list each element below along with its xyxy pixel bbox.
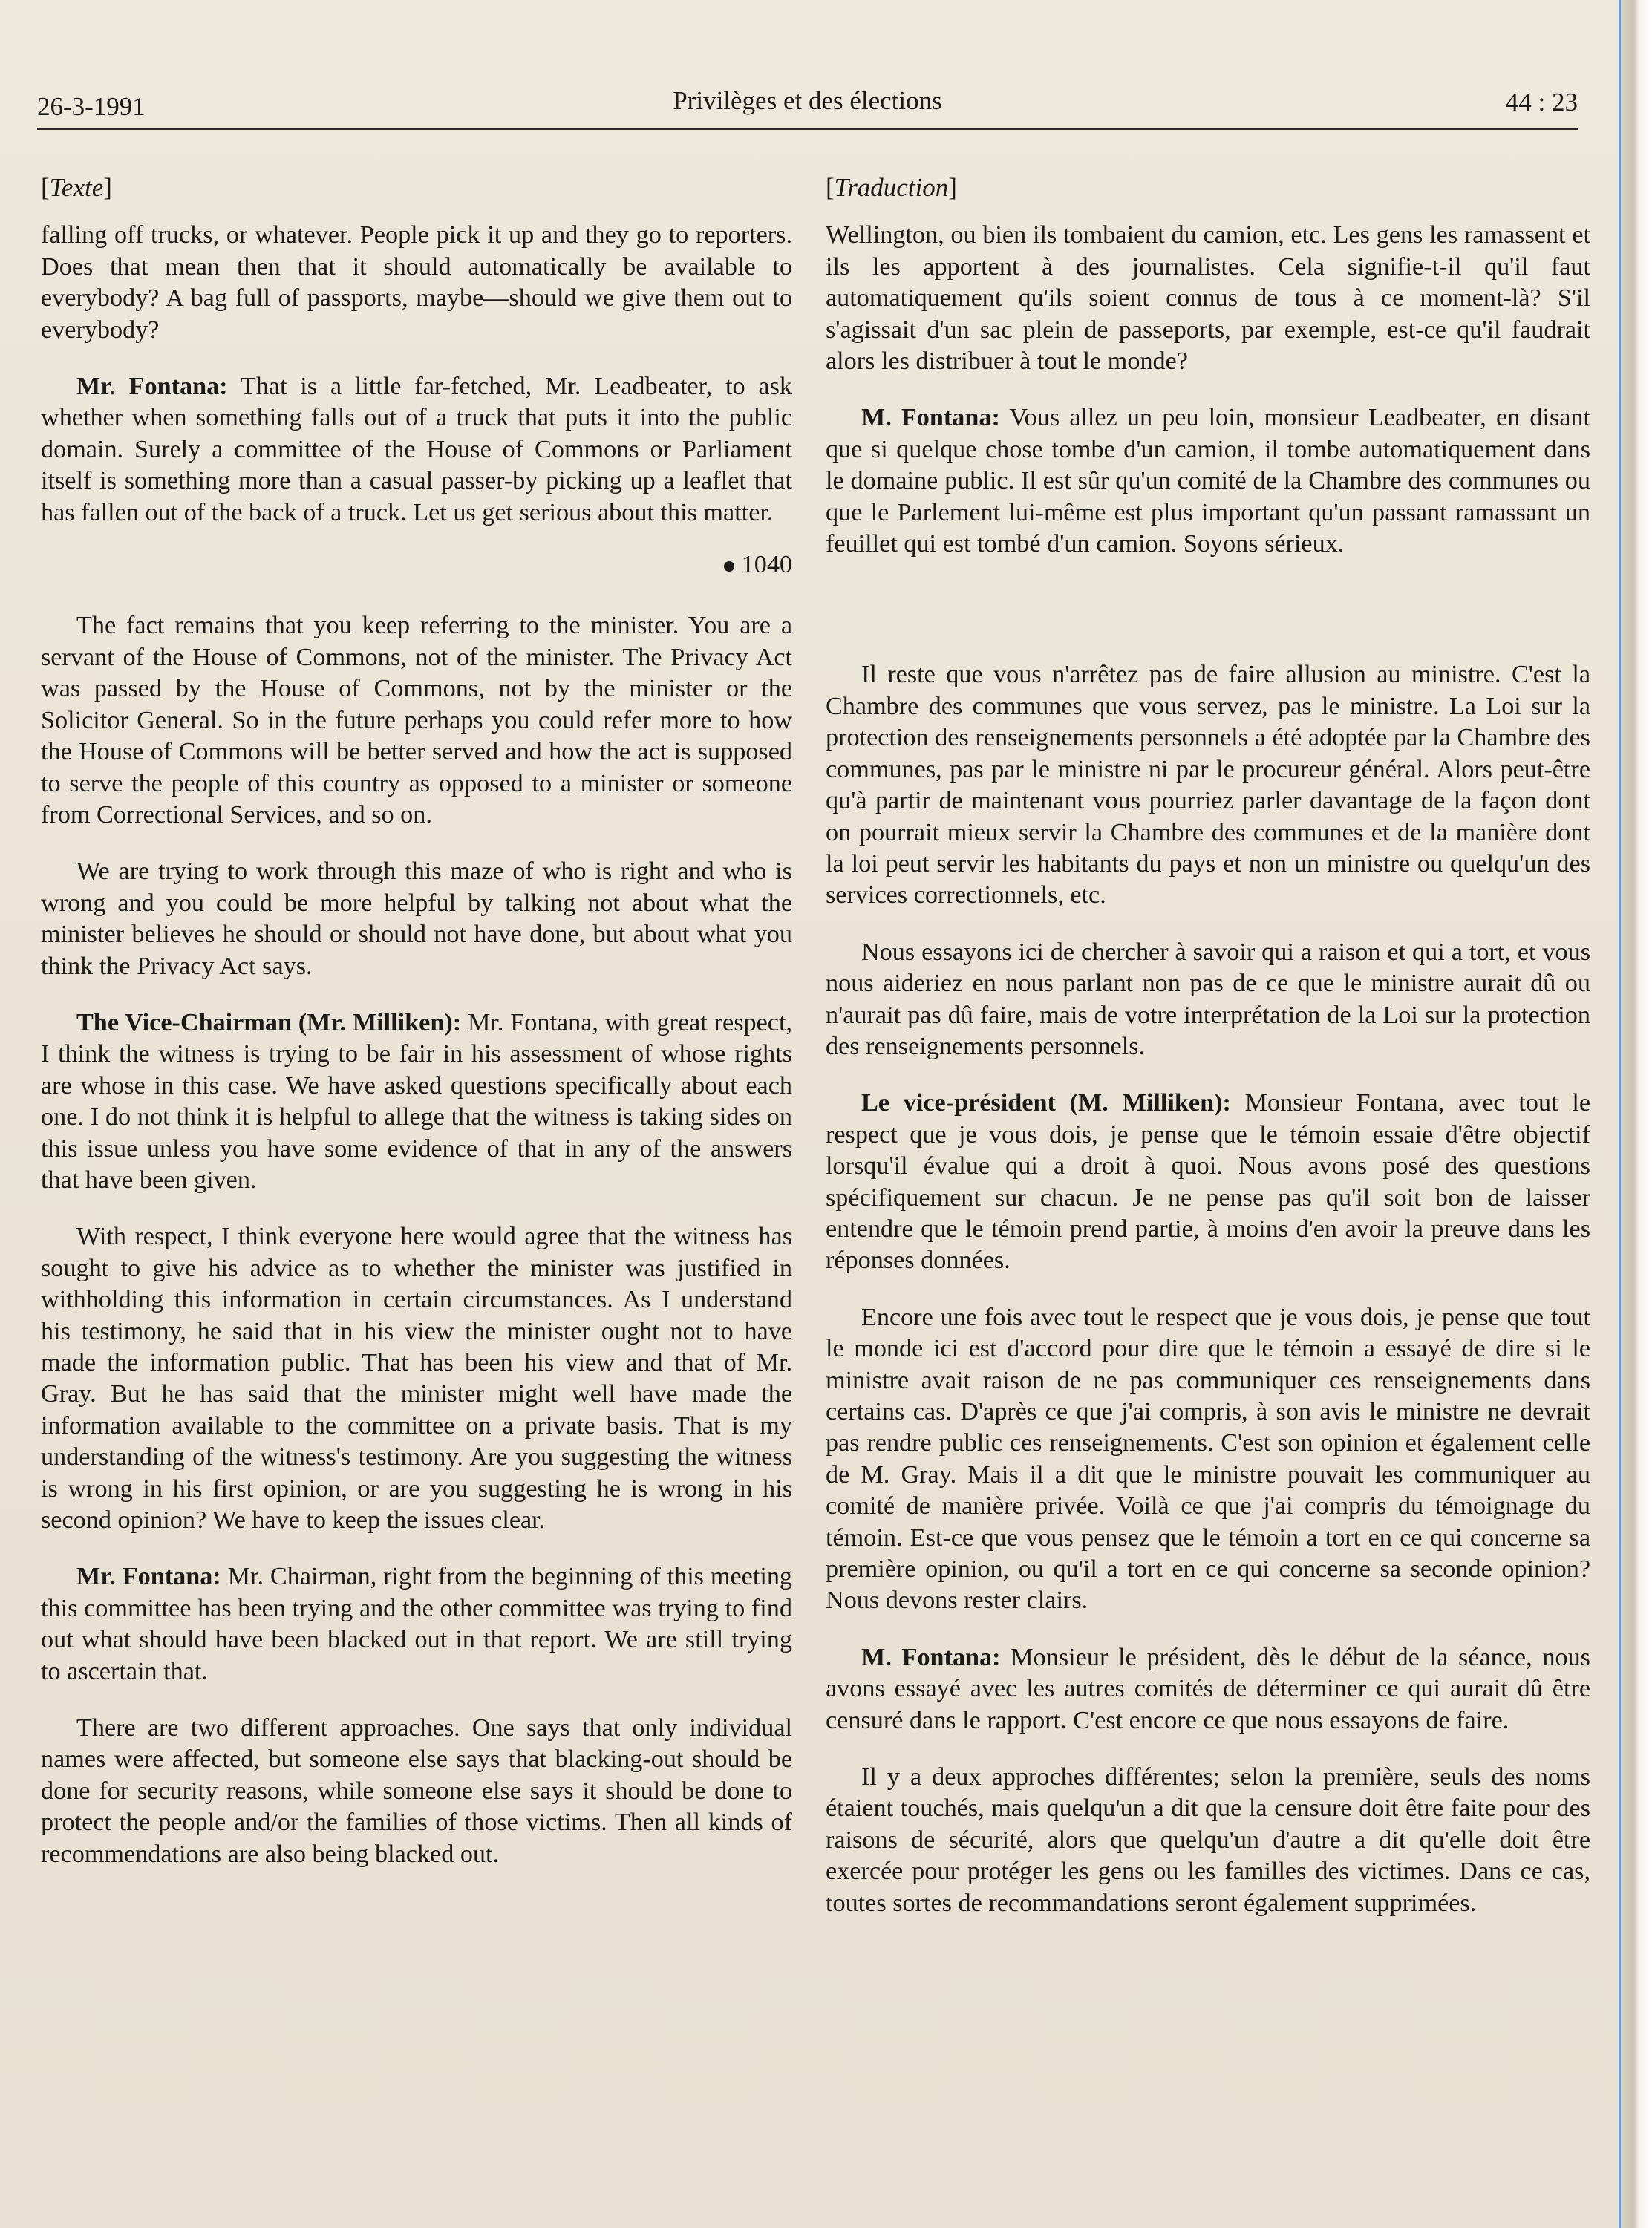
speaker-paragraph: Mr. Fontana: That is a little far-fetched, Mr. Leadbeater, to ask whether when something falls out of a truck that puts it into the public domain. Surely a committee of the House of Commons or Parliament itself is something more than a casual passer-by picking up a leaflet that has fallen out of the back of a truck. Let us get serious about this matter. [41, 373, 792, 526]
paragraph: Il reste que vous n'arrêtez pas de faire allusion au ministre. C'est la Chambre des communes que vous servez, pas le ministre. La Loi sur la protection des renseignements personnels a été adoptée par la Chambre des communes, pas par le ministre ni par le procureur général. Alors peut-être qu'à partir de maintenant vous pourriez parler davantage de la façon dont on pourrait mieux servir la Chambre des communes et de la manière dont la loi peut servir les habitants du pays et non un ministre ou quelqu'un des services correctionnels, etc. [826, 661, 1590, 909]
spacer [826, 585, 1590, 659]
speaker-name: Le vice-président (M. Milliken): [861, 1089, 1231, 1117]
speaker-paragraph: M. Fontana: Vous allez un peu loin, monsieur Leadbeater, en disant que si quelque chose tombe d'un camion, il tombe automatiquement dans le domaine public. Il est sûr qu'un comité de la Chambre des communes ou que le Parlement lui-même est plus important qu'un passant ramassant un feuillet qui est tombé d'un camion. Soyons sérieux. [826, 404, 1590, 558]
speaker-name: M. Fontana: [861, 1643, 1001, 1671]
column-tag-texte: [Texte] [41, 173, 112, 202]
french-column [826, 172, 1590, 1944]
paragraph: Nous essayons ici de chercher à savoir qui a raison et qui a tort, et vous nous aideriez en nous parlant non pas de ce que le ministre aurait dû ou n'aurait pas dû faire, mais de votre interprétation de la Loi sur la protection des renseignements personnels. [826, 938, 1590, 1060]
header-date: 26-3-1991 [37, 92, 146, 121]
paragraph: Il y a deux approches différentes; selon la première, seuls des noms étaient touchés, mais quelqu'un a dit que la censure doit être faite pour des raisons de sécurité, alors que quelqu'un d'autre a dit qu'elle doit être exercée pour protéger les gens ou les familles des victimes. Dans ce cas, toutes sortes de recommandations seront également supprimées. [826, 1763, 1590, 1917]
speaker-paragraph: The Vice-Chairman (Mr. Milliken): Mr. Fontana, with great respect, I think the witness is trying to be fair in his assessment of whose rights are whose in this case. We have asked questions specifically about each one. I do not think it is helpful to allege that the witness is taking sides on this issue unless you have some evidence of that in any of the answers that have been given. [41, 1008, 792, 1194]
paragraph: There are two different approaches. One says that only individual names were affected, but someone else says that blacking-out should be done for security reasons, while someone else says it should be done to protect the people and/or the families of those victims. Then all kinds of recommendations are also being blacked out. [41, 1714, 792, 1868]
header-page-number: 44 : 23 [1505, 88, 1578, 117]
paragraph: The fact remains that you keep referring to the minister. You are a servant of the House of Commons, not of the minister. The Privacy Act was passed by the House of Commons, not by the minister or the Solicitor General. So in the future perhaps you could refer more to how the House of Commons will be better served and how the act is supposed to serve the people of this country as opposed to a minister or someone from Correctional Services, and so on. [41, 612, 792, 829]
paragraph: We are trying to work through this maze of who is right and who is wrong and you could be more helpful by talking not about what the minister believes he should or should not have done, but about what you think the Privacy Act says. [41, 857, 792, 980]
page-edge [1619, 0, 1652, 2228]
speaker-name: Mr. Fontana: [76, 373, 228, 401]
paragraph: Encore une fois avec tout le respect que je vous dois, je pense que tout le monde ici est d'accord pour dire que le témoin a essayé de dire si le ministre avait raison de ne pas communiquer ces renseignements dans certains cas. D'après ce que j'ai compris, à son avis le ministre ne devrait pas rendre public ces renseignements. C'est son opinion et également celle de M. Gray. Mais il a dit que le ministre pouvait les communiquer au comité de manière privée. Voilà ce que j'ai compris du témoignage du témoin. Est-ce que vous pensez que le témoin a tort en ce qui concerne sa première opinion, ou qu'il a tort en ce qui concerne sa seconde opinion? Nous devons rester clairs. [826, 1303, 1590, 1615]
speaker-name: M. Fontana: [861, 404, 1000, 432]
header-title: Privilèges et des élections [673, 86, 942, 115]
running-header [37, 83, 1578, 130]
paragraph: With respect, I think everyone here would agree that the witness has sought to give his advice as to whether the minister was justified in withholding this information in certain circumstances. As I understand his testimony, he said that in his view the minister ought not to have made the information public. That has been his view and that of Mr. Gray. But he has said that the minister might well have made the information available to the committee on a private basis. That is my understanding of the witness's testimony. Are you suggesting the witness is wrong in his first opinion, or are you suggesting he is wrong in his second opinion? We have to keep the issues clear. [41, 1223, 792, 1535]
speaker-paragraph: M. Fontana: Monsieur le président, dès le début de la séance, nous avons essayé avec les autres comités de déterminer ce qui aurait dû être censuré dans le rapport. C'est encore ce que nous essayons de faire. [826, 1643, 1590, 1734]
english-column [41, 172, 792, 1895]
speaker-paragraph: Mr. Fontana: Mr. Chairman, right from the beginning of this meeting this committee has been trying and the other committee was trying to find out what should have been blacked out in that report. We are still trying to ascertain that. [41, 1563, 793, 1685]
bullet-icon [724, 561, 734, 572]
time-marker: 1040 [41, 549, 792, 581]
column-tag-traduction: [Traduction] [826, 173, 957, 202]
paragraph: falling off trucks, or whatever. People pick it up and they go to reporters. Does that mean then that it should automatically be available to everybody? A bag full of passports, maybe—should we give them out to everybody? [41, 221, 792, 344]
speaker-name: The Vice-Chairman (Mr. Milliken): [76, 1008, 462, 1036]
speaker-name: Mr. Fontana: [76, 1563, 221, 1591]
paragraph: Wellington, ou bien ils tombaient du camion, etc. Les gens les ramassent et ils les apportent à des journalistes. Cela signifie-t-il qu'il faut automatiquement qu'ils soient connus de tous à ce moment-là? S'il s'agissait d'un sac plein de passeports, par exemple, est-ce qu'il faudrait alors les distribuer à tout le monde? [826, 221, 1590, 376]
speaker-paragraph: Le vice-président (M. Milliken): Monsieur Fontana, avec tout le respect que je vous dois, je pense que le témoin essaie d'être objectif lorsqu'il évalue qui a droit à quoi. Nous avons posé des questions spécifiquement sur chacun. Je ne pense pas qu'il soit bon de laisser entendre que le témoin prend partie, à moins d'en avoir la preuve dans les réponses données. [826, 1089, 1591, 1275]
